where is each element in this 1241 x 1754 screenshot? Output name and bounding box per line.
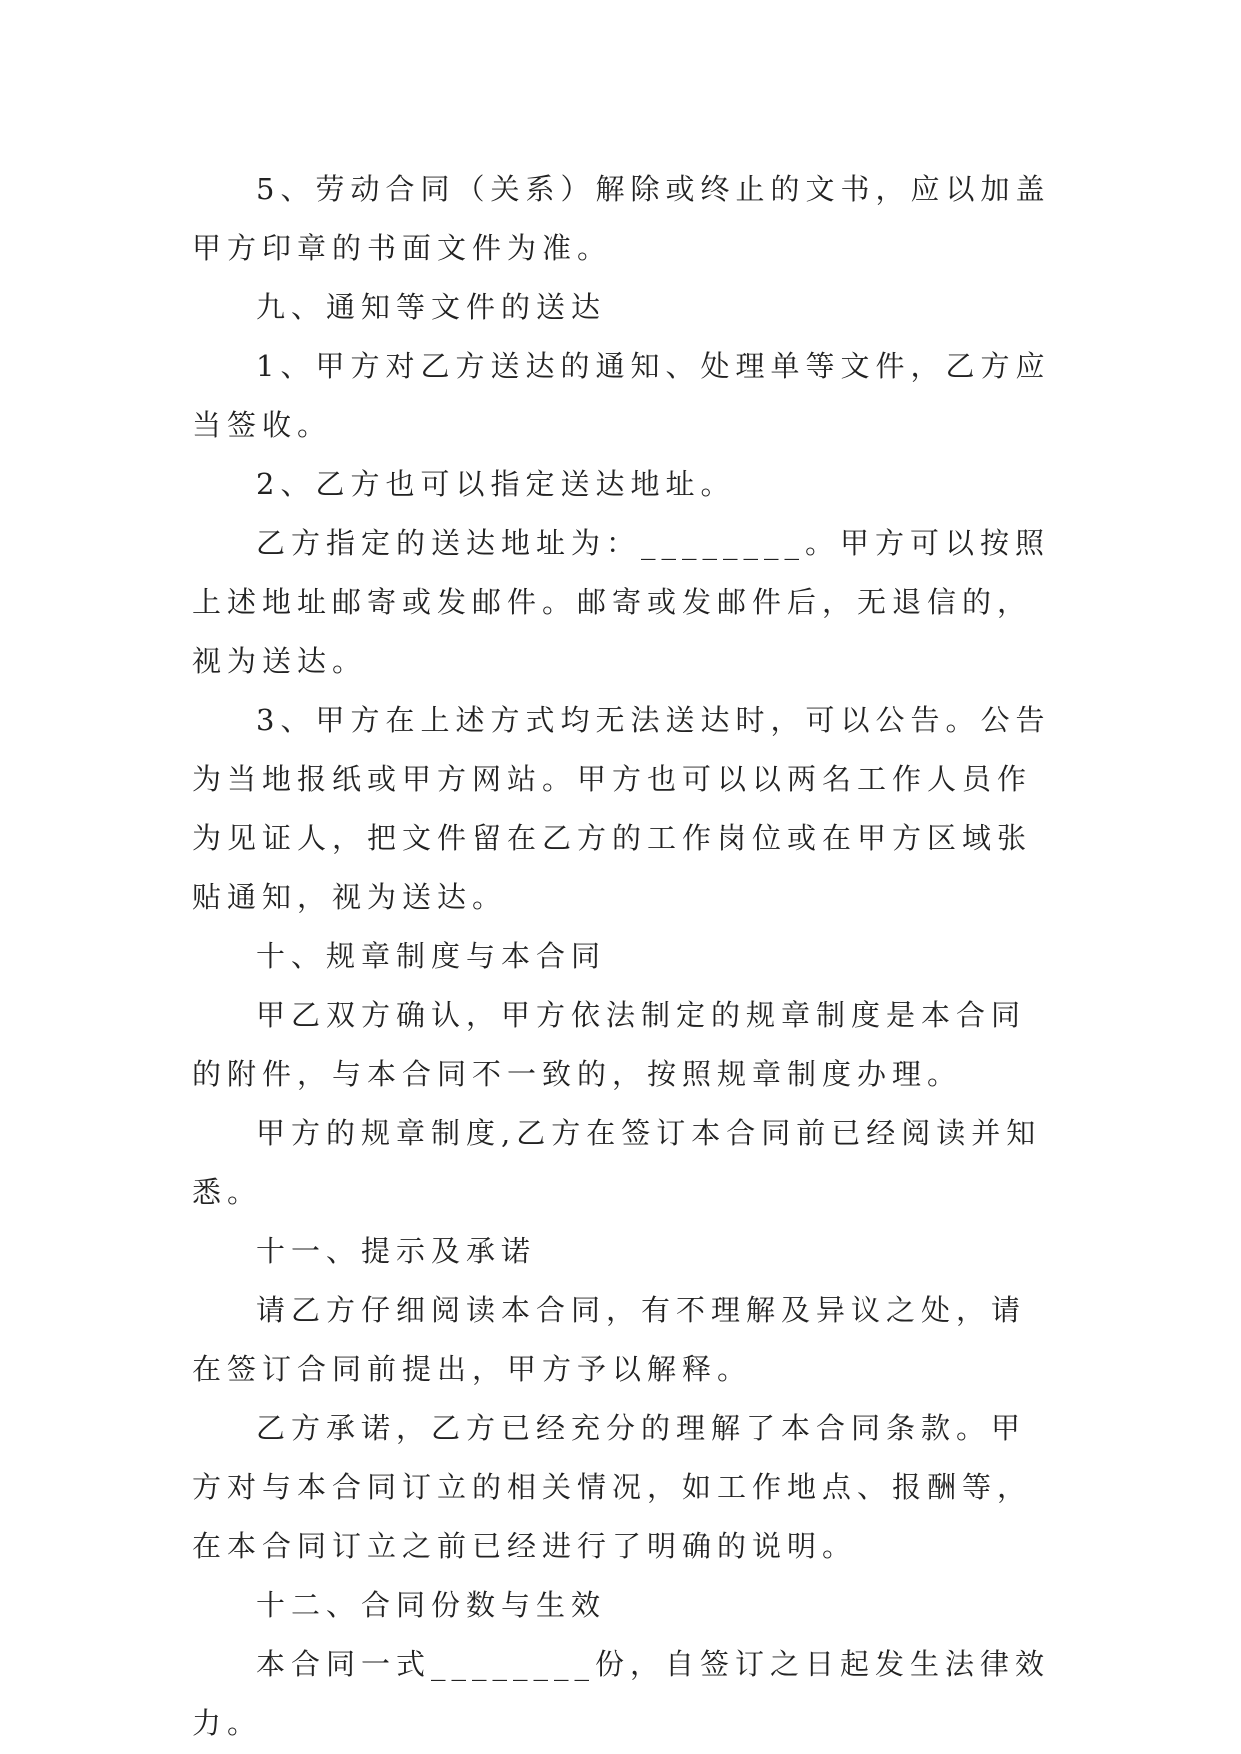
clause-9-3-public-notice: 3、甲方在上述方式均无法送达时，可以公告。公告为当地报纸或甲方网站。甲方也可以以两名工作人员作为见证人，把文件留在乙方的工作岗位或在甲方区域张贴通知，视为送达。 [192, 703, 1051, 914]
section-heading-9-notice-delivery: 九、通知等文件的送达 [256, 290, 607, 324]
clause-9-2-designated-address: 2、乙方也可以指定送达地址。 [256, 467, 736, 501]
clause-10-2-rules-read: 甲方的规章制度,乙方在签订本合同前已经阅读并知悉。 [192, 1116, 1042, 1209]
section-heading-11-reminder: 十一、提示及承诺 [256, 1234, 537, 1268]
clause-11-2-commitment: 乙方承诺，乙方已经充分的理解了本合同条款。甲方对与本合同订立的相关情况，如工作地点、报酬等，在本合同订立之前已经进行了明确的说明。 [192, 1411, 1033, 1563]
clause-10-1-rules-attachment: 甲乙双方确认，甲方依法制定的规章制度是本合同的附件，与本合同不一致的，按照规章制度办理。 [192, 998, 1027, 1091]
document-body [192, 160, 1052, 1753]
section-heading-12-copies-effect: 十二、合同份数与生效 [256, 1588, 607, 1622]
clause-8-5-termination-documents: 5、劳动合同（关系）解除或终止的文书，应以加盖甲方印章的书面文件为准。 [192, 172, 1051, 265]
clause-12-1-copies-blank: 本合同一式________份，自签订之日起发生法律效力。 [192, 1647, 1051, 1740]
clause-9-2-address-blank: 乙方指定的送达地址为：________。甲方可以按照上述地址邮寄或发邮件。邮寄或发邮件后，无退信的，视为送达。 [192, 526, 1051, 678]
section-heading-10-rules: 十、规章制度与本合同 [256, 939, 607, 973]
clause-11-1-read-carefully: 请乙方仔细阅读本合同，有不理解及异议之处，请在签订合同前提出，甲方予以解释。 [192, 1293, 1027, 1386]
clause-9-1-sign-receipt: 1、甲方对乙方送达的通知、处理单等文件，乙方应当签收。 [192, 349, 1051, 442]
